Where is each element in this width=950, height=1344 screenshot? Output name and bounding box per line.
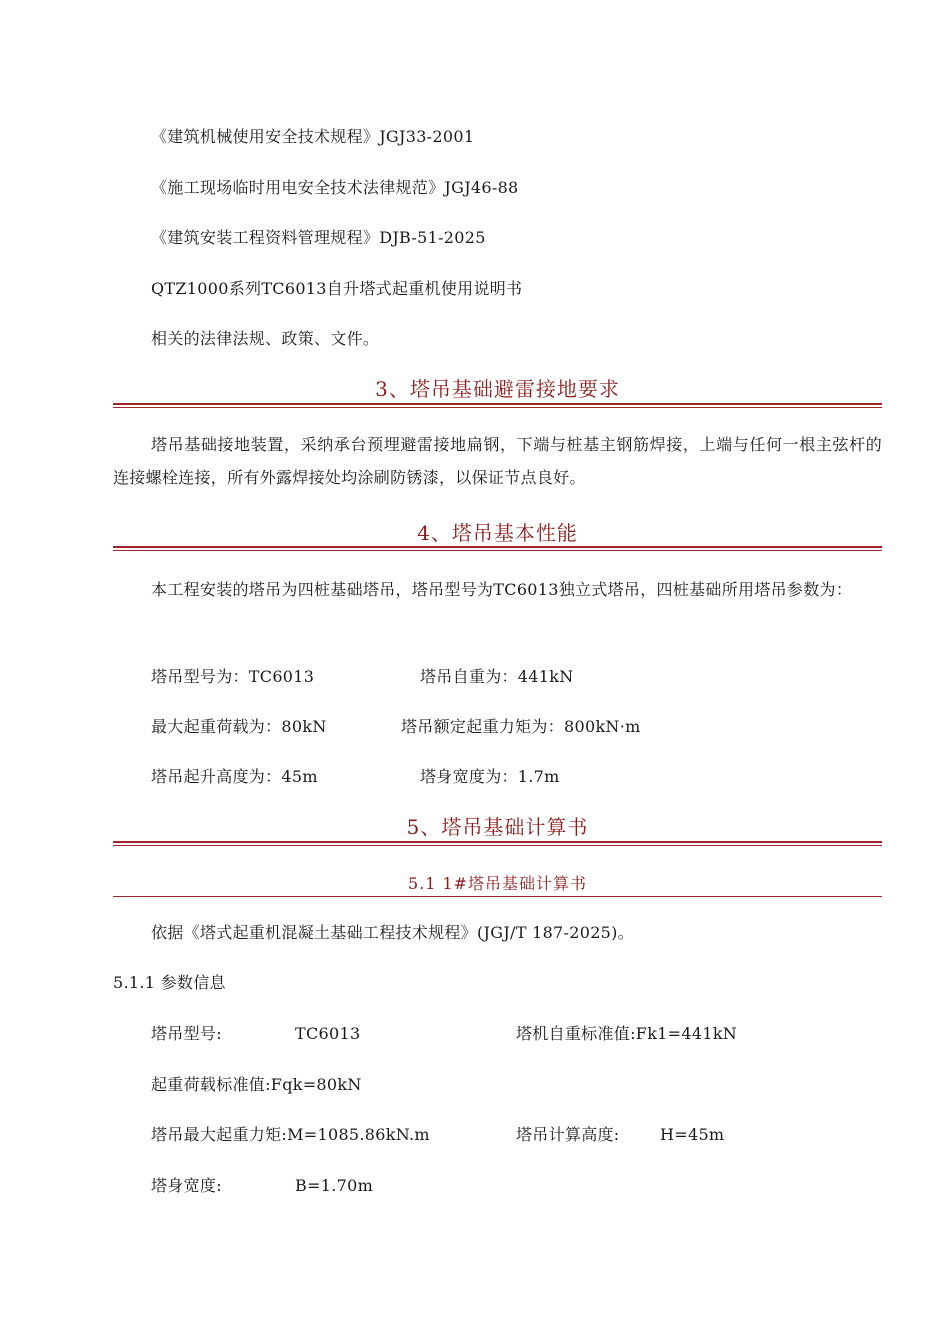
- calc-basis: 依据《塔式起重机混凝土基础工程技术规程》(JGJ/T 187-2025)。: [151, 923, 635, 942]
- section-4-body: 本工程安装的塔吊为四桩基础塔吊，塔吊型号为TC6013独立式塔吊，四桩基础所用塔吊参数为：: [151, 580, 853, 599]
- info-model-label: 塔吊型号:: [151, 1024, 222, 1043]
- info-width-label: 塔身宽度:: [151, 1176, 222, 1195]
- section-divider: [113, 841, 882, 846]
- reference-item: 《建筑安装工程资料管理规程》DJB-51-2025: [151, 228, 486, 247]
- info-calc-height-label: 塔吊计算高度:: [516, 1125, 620, 1144]
- param-rated-moment: 塔吊额定起重力矩为：800kN·m: [401, 717, 641, 736]
- section-5-1-1-heading: 5.1.1 参数信息: [113, 973, 226, 992]
- info-model-value: TC6013: [295, 1024, 361, 1043]
- info-max-moment: 塔吊最大起重力矩:M=1085.86kN.m: [151, 1125, 430, 1144]
- reference-item: 《施工现场临时用电安全技术法律规范》JGJ46-88: [151, 178, 519, 197]
- info-width-value: B=1.70m: [295, 1176, 374, 1195]
- info-self-weight: 塔机自重标准值:Fk1=441kN: [516, 1024, 738, 1043]
- param-self-weight: 塔吊自重为：441kN: [420, 667, 574, 686]
- param-model: 塔吊型号为：TC6013: [151, 667, 315, 686]
- reference-item: 相关的法律法规、政策、文件。: [151, 329, 380, 348]
- info-calc-height-value: H=45m: [660, 1125, 725, 1144]
- info-lift-load: 起重荷载标准值:Fqk=80kN: [151, 1075, 362, 1094]
- section-divider: [113, 403, 882, 408]
- param-max-load: 最大起重荷载为：80kN: [151, 717, 327, 736]
- section-4-heading: 4、塔吊基本性能: [417, 521, 578, 545]
- section-5-1-heading: 5.1 1#塔吊基础计算书: [407, 874, 588, 893]
- subsection-divider: [113, 896, 882, 897]
- section-3-heading: 3、塔吊基础避雷接地要求: [375, 377, 620, 401]
- section-divider: [113, 546, 882, 551]
- param-lift-height: 塔吊起升高度为：45m: [151, 767, 318, 786]
- section-3-body: 塔吊基础接地装置，采纳承台预埋避雷接地扁钢，下端与桩基主钢筋焊接，上端与任何一根主弦杆的连接螺栓连接，所有外露焊接处均涂刷防锈漆，以保证节点良好。: [113, 435, 882, 487]
- section-5-heading: 5、塔吊基础计算书: [406, 815, 589, 839]
- reference-item: QTZ1000系列TC6013自升塔式起重机使用说明书: [151, 279, 523, 298]
- reference-item: 《建筑机械使用安全技术规程》JGJ33-2001: [151, 127, 475, 146]
- param-tower-width: 塔身宽度为：1.7m: [420, 767, 560, 786]
